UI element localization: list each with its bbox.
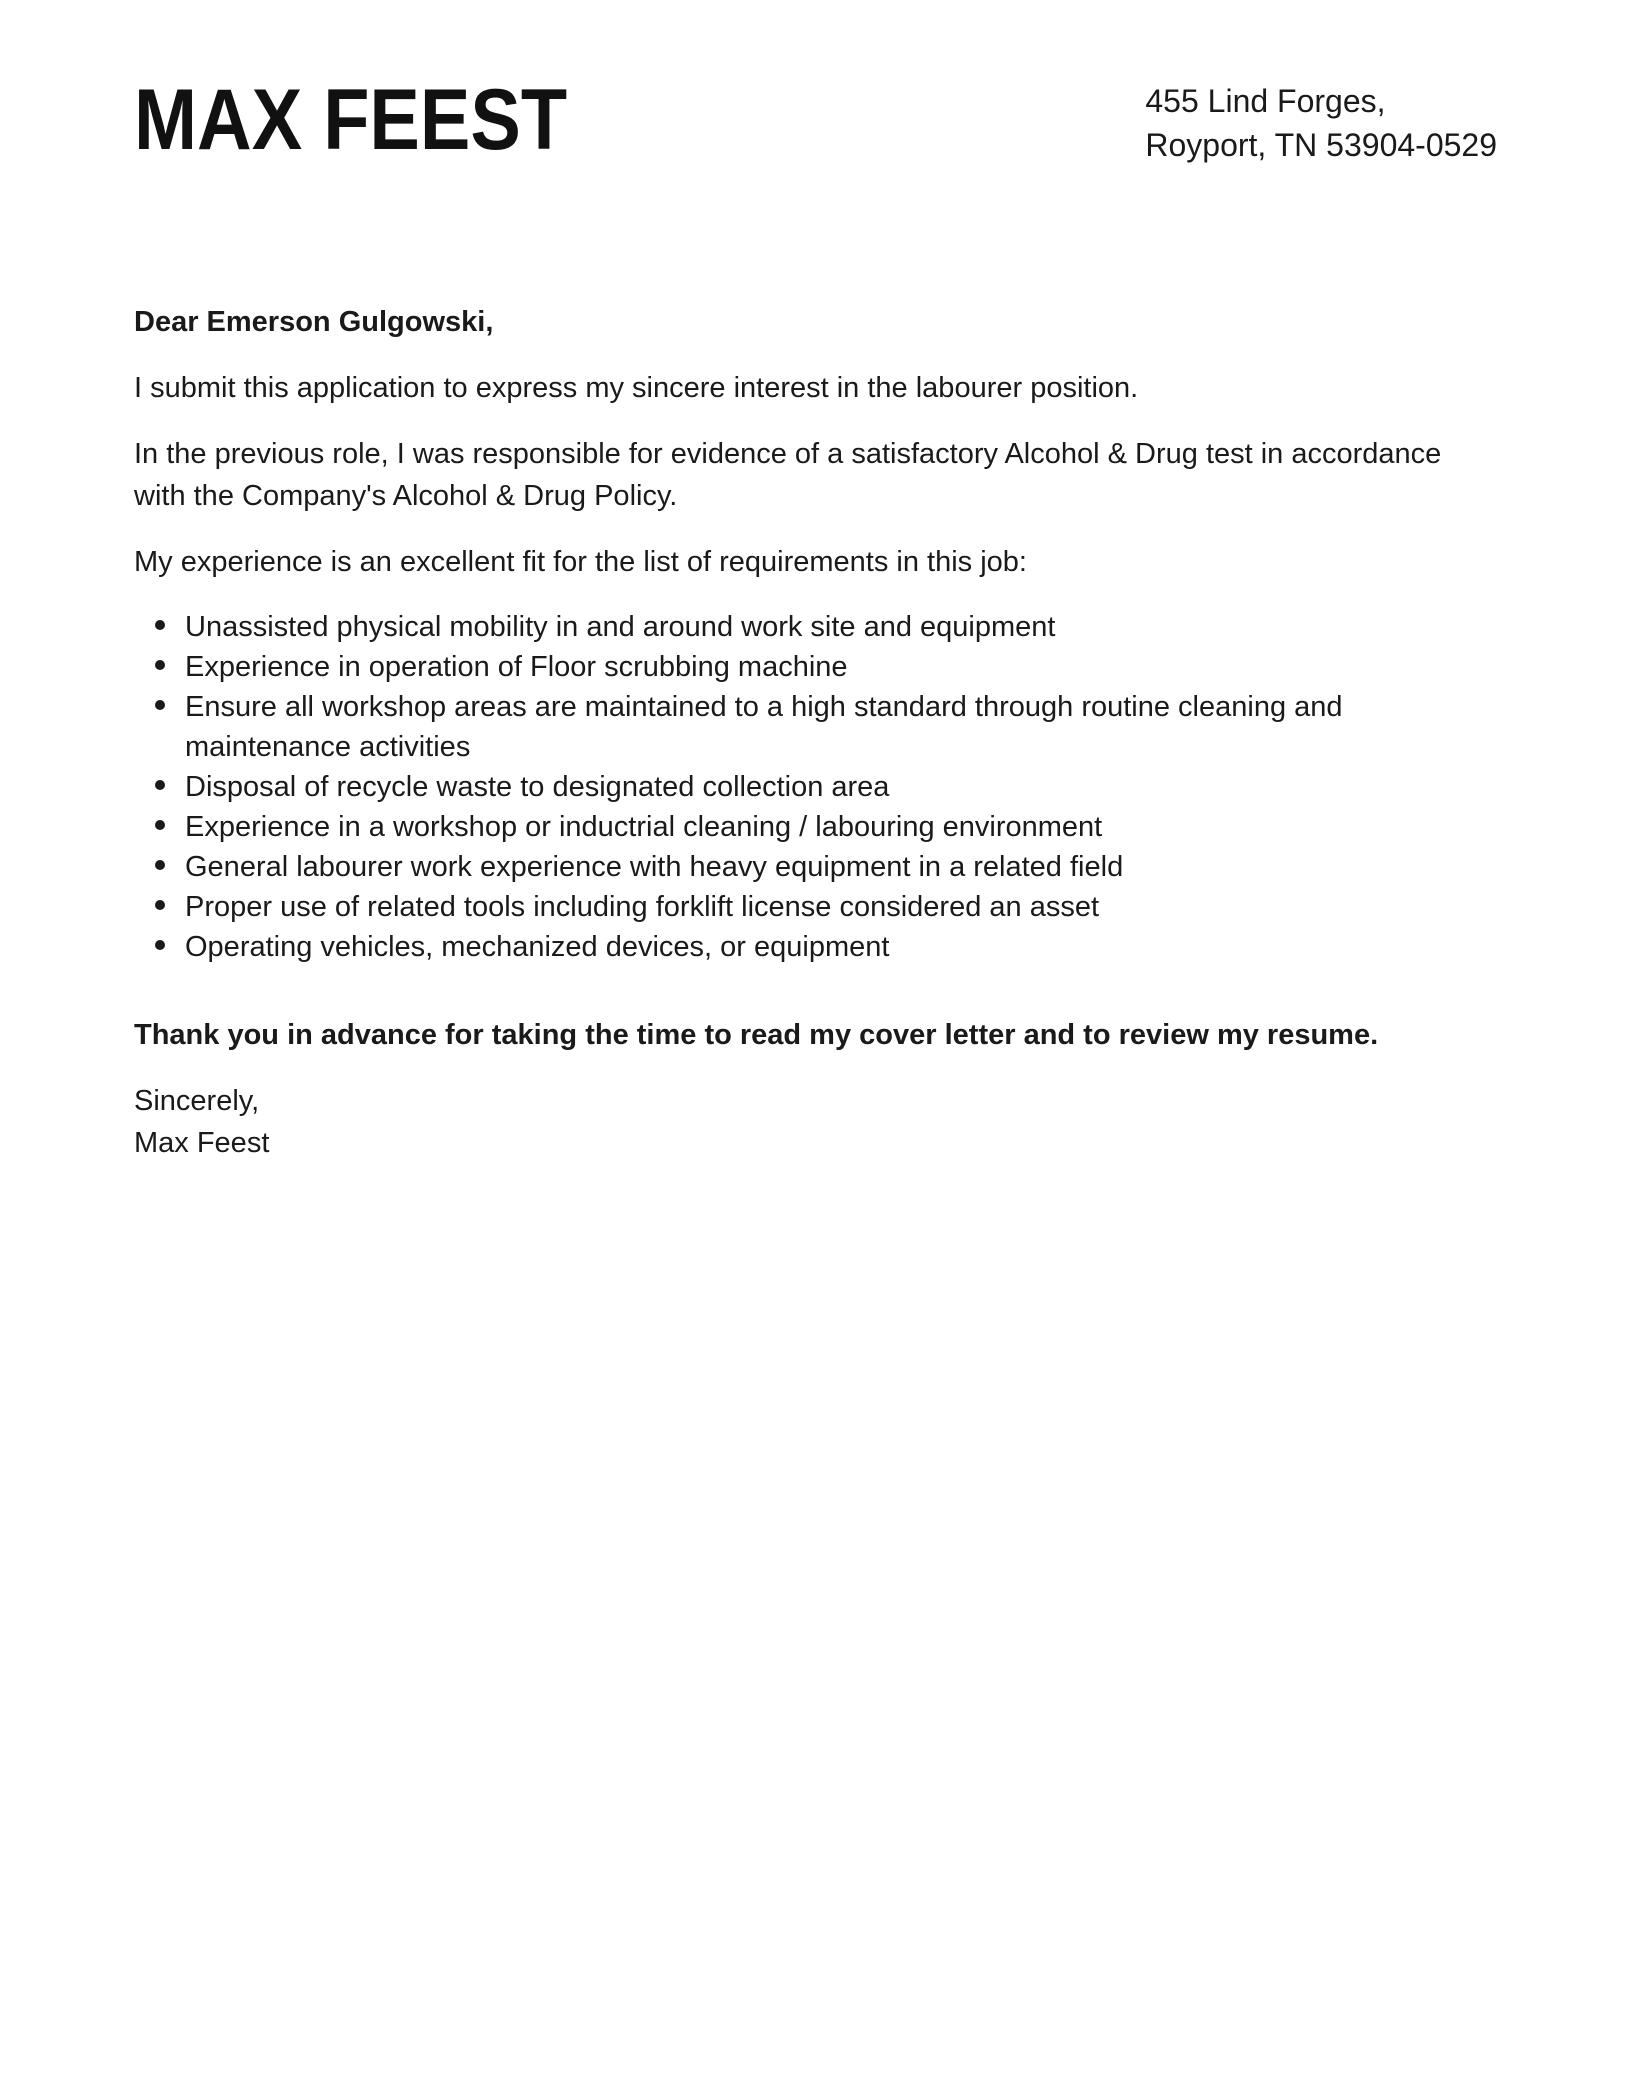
signature-block: [134, 1080, 1497, 1164]
list-item: Proper use of related tools including forklift license considered an asset: [134, 887, 1497, 927]
paragraph-requirements-lead: My experience is an excellent fit for the list of requirements in this job:: [134, 546, 1027, 578]
signature-name: Max Feest: [134, 1127, 270, 1159]
list-item: Experience in operation of Floor scrubbing machine: [134, 647, 1497, 687]
list-item: Ensure all workshop areas are maintained to a high standard through routine cleaning and maintenance activities: [134, 687, 1497, 767]
requirements-list: [134, 607, 1497, 967]
list-item: Operating vehicles, mechanized devices, or equipment: [134, 927, 1497, 967]
salutation: Dear Emerson Gulgowski,: [134, 306, 494, 338]
paragraph-previous-role: In the previous role, I was responsible for evidence of a satisfactory Alcohol & Drug test in accordance with the Company's Alcohol & Drug Policy.: [134, 438, 1442, 512]
list-item: General labourer work experience with heavy equipment in a related field: [134, 847, 1497, 887]
applicant-name-heading: MAX FEEST: [134, 72, 568, 168]
closing-statement: Thank you in advance for taking the time to read my cover letter and to review my resume.: [134, 1019, 1379, 1051]
paragraph-intro: I submit this application to express my sincere interest in the labourer position.: [134, 372, 1139, 404]
applicant-address: [1145, 79, 1497, 167]
list-item: Experience in a workshop or inductrial cleaning / labouring environment: [134, 807, 1497, 847]
signoff: Sincerely,: [134, 1085, 260, 1117]
list-item: Unassisted physical mobility in and around work site and equipment: [134, 607, 1497, 647]
address-line-2: Royport, TN 53904-0529: [1145, 127, 1497, 163]
address-line-1: 455 Lind Forges,: [1145, 83, 1386, 119]
list-item: Disposal of recycle waste to designated collection area: [134, 767, 1497, 807]
letter-body: [0, 301, 1632, 1164]
letter-header: [0, 0, 1632, 167]
